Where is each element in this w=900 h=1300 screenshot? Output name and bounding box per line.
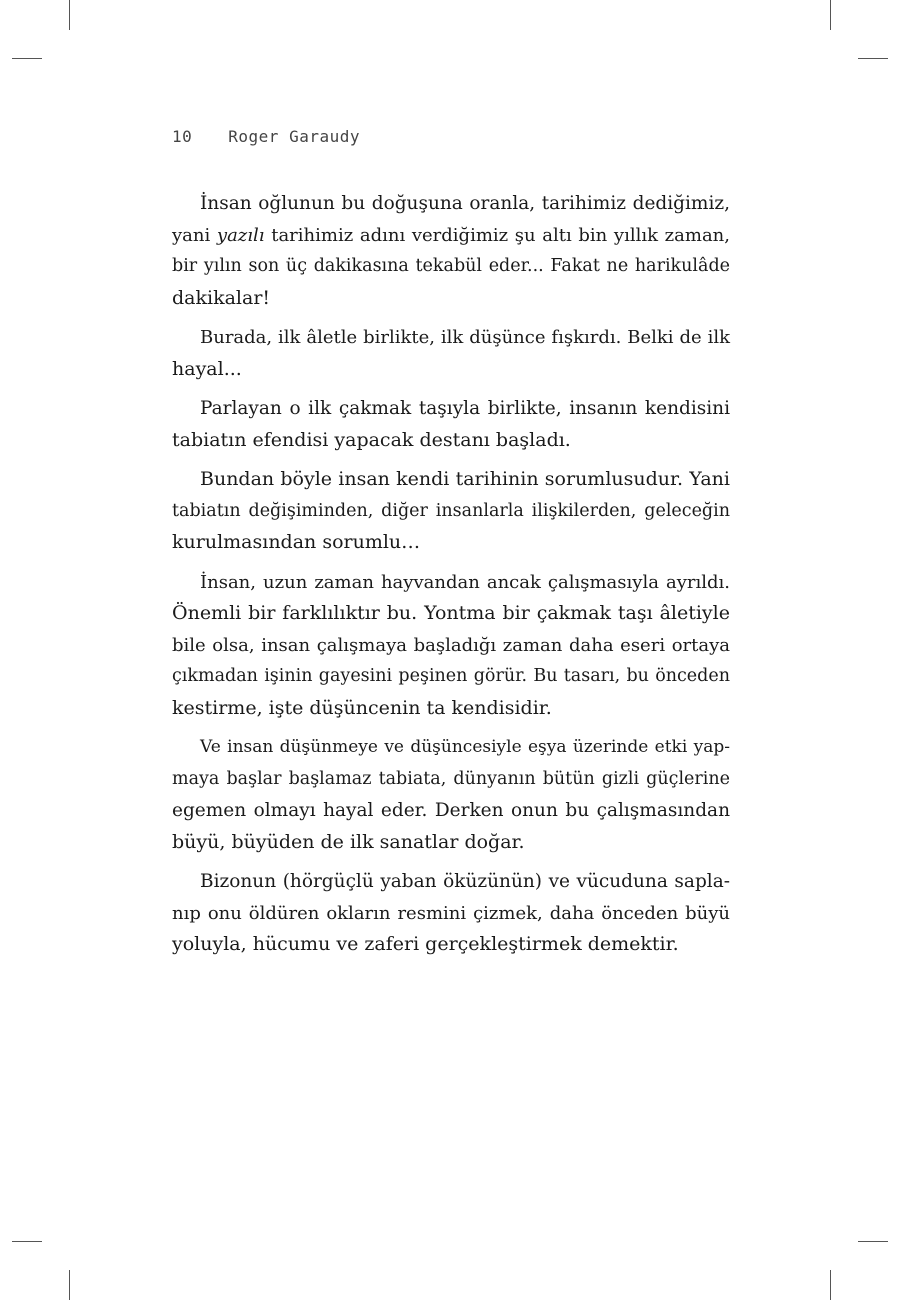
paragraph (172, 393, 730, 456)
text-line (172, 220, 730, 252)
text-line: Bundan böyle insan kendi tarihinin sorumlusudur. Yani (200, 468, 730, 490)
italic-word: yazılı (216, 224, 265, 246)
text-fragment: tarihimiz adını verdiğimiz şu altı bin yıllık zaman, (271, 224, 730, 246)
paragraph (172, 188, 730, 314)
text-line: tabiatın değişiminden, diğer insanlarla ilişkilerden, geleceğin (172, 500, 730, 521)
text-line: İnsan, uzun zaman hayvandan ancak çalışmasıyla ayrıldı. (200, 571, 730, 593)
text-line: bir yılın son üç dakikasına tekabül eder... Fakat ne harikulâde (172, 256, 730, 276)
text-line: hayal... (172, 357, 242, 380)
crop-mark (12, 1241, 42, 1242)
crop-mark (858, 58, 888, 59)
crop-mark (12, 58, 42, 59)
text-line: egemen olmayı hayal eder. Derken onun bu çalışmasından (172, 800, 730, 821)
text-line: kurulmasından sorumlu… (172, 531, 421, 553)
paragraph (172, 322, 730, 385)
text-fragment: yani (172, 224, 217, 246)
text-line: maya başlar başlamaz tabiata, dünyanın bütün gizli güçlerine (172, 768, 730, 789)
text-line: bile olsa, insan çalışmaya başladığı zaman daha eseri ortaya (172, 634, 730, 656)
text-line: Bizonun (hörgüçlü yaban öküzünün) ve vücuduna sapla- (200, 871, 730, 892)
text-line: dakikalar! (172, 286, 271, 309)
paragraph (172, 464, 730, 559)
running-head (172, 127, 360, 146)
text-line: büyü, büyüden de ilk sanatlar doğar. (172, 830, 525, 853)
text-line: Önemli bir farklılıktır bu. Yontma bir çakmak taşı âletiyle (172, 602, 730, 624)
text-line: Burada, ilk âletle birlikte, ilk düşünce fışkırdı. Belki de ilk (200, 327, 730, 348)
text-line: Parlayan o ilk çakmak taşıyla birlikte, insanın kendisini (200, 398, 730, 419)
page-number: 10 (172, 127, 193, 146)
body-text (172, 188, 730, 969)
text-line: kestirme, işte düşüncenin ta kendisidir. (172, 696, 552, 719)
text-line: İnsan oğlunun bu doğuşuna oranla, tarihimiz dediğimiz, (200, 193, 730, 214)
crop-mark (830, 0, 831, 30)
crop-mark (69, 0, 70, 30)
paragraph (172, 732, 730, 858)
author-name: Roger Garaudy (228, 127, 360, 146)
text-line: yoluyla, hücumu ve zaferi gerçekleştirmek demektir. (172, 933, 679, 955)
paragraph (172, 567, 730, 725)
text-line: tabiatın efendisi yapacak destanı başladı. (172, 428, 571, 451)
text-line: çıkmadan işinin gayesini peşinen görür. Bu tasarı, bu önceden (172, 666, 730, 686)
text-line: nıp onu öldüren okların resmini çizmek, daha önceden büyü (172, 902, 730, 924)
text-line: Ve insan düşünmeye ve düşüncesiyle eşya üzerinde etki yap- (200, 737, 730, 757)
crop-mark (830, 1270, 831, 1300)
crop-mark (858, 1241, 888, 1242)
crop-mark (69, 1270, 70, 1300)
paragraph (172, 866, 730, 961)
